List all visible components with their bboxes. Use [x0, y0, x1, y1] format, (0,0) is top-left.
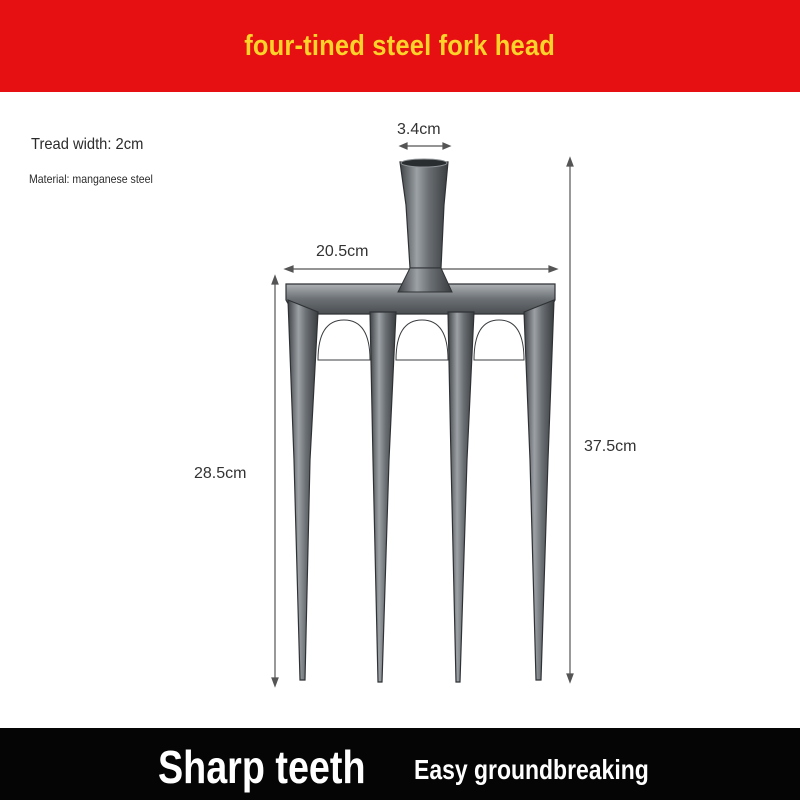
tine-length-label: 28.5cm — [194, 465, 247, 482]
slogan-sub: Easy groundbreaking — [414, 754, 649, 785]
fork-socket — [400, 159, 448, 268]
bottom-banner — [0, 728, 800, 800]
slogan-main: Sharp teeth — [158, 741, 366, 793]
head-width-label: 20.5cm — [316, 243, 369, 260]
banner-title: four-tined steel fork head — [244, 29, 556, 62]
spec-tread-width: Tread width: 2cm — [31, 136, 144, 153]
socket-width-label: 3.4cm — [397, 121, 441, 138]
total-length-label: 37.5cm — [584, 438, 637, 455]
spec-material: Material: manganese steel — [29, 172, 153, 186]
fork-arches — [318, 320, 524, 360]
fork-crossbar — [286, 268, 555, 314]
